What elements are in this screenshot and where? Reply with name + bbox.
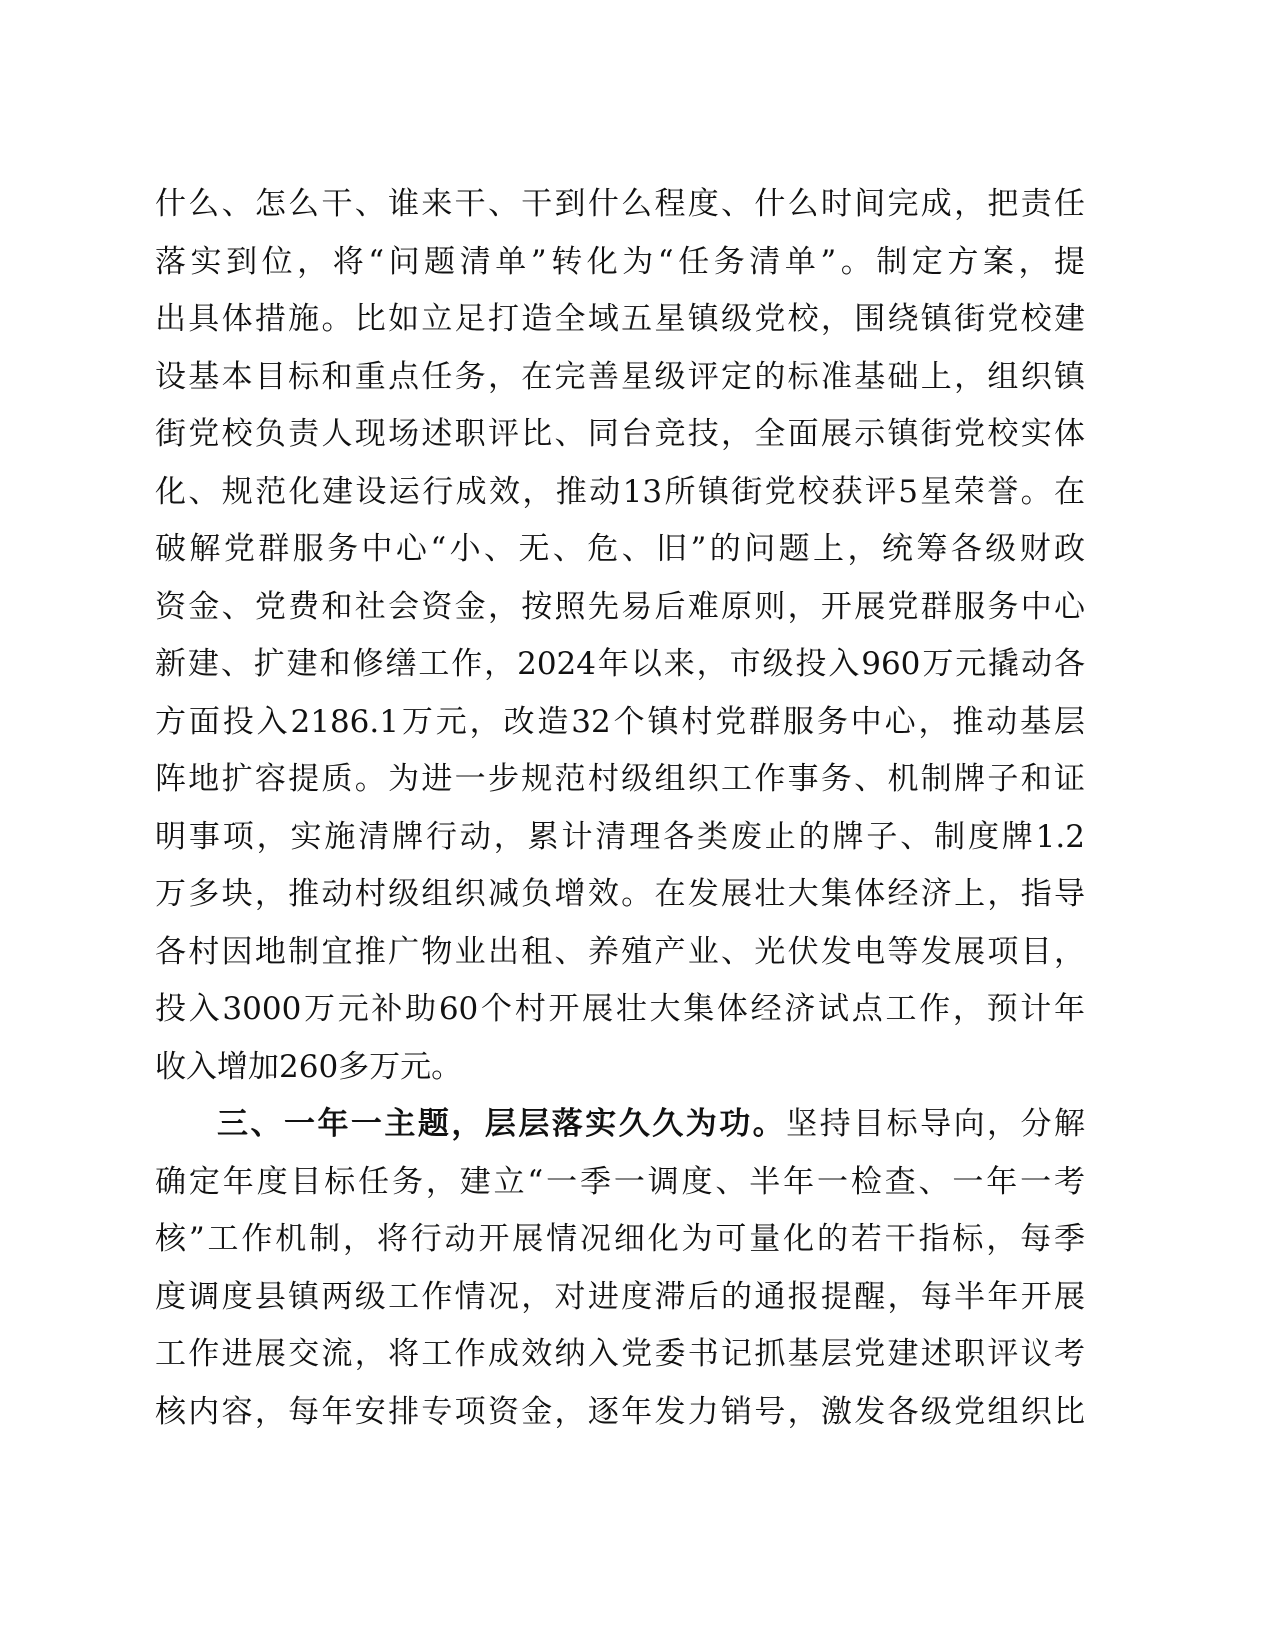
- text-line: 出具体措施。比如立足打造全域五星镇级党校，围绕镇街党校建: [155, 301, 1085, 337]
- text-line: 工作进展交流，将工作成效纳入党委书记抓基层党建述职评议考: [155, 1336, 1085, 1372]
- text-line: 明事项，实施清牌行动，累计清理各类废止的牌子、制度牌1.2: [155, 818, 1085, 855]
- text-line: 阵地扩容提质。为进一步规范村级组织工作事务、机制牌子和证: [155, 761, 1085, 797]
- section-heading: 三、一年一主题，层层落实久久为功。: [217, 1106, 787, 1142]
- text-line: 什么、怎么干、谁来干、干到什么程度、什么时间完成，把责任: [155, 186, 1085, 222]
- text-line-with-heading: [155, 1096, 1085, 1154]
- text-line: 核”工作机制，将行动开展情况细化为可量化的若干指标，每季: [155, 1221, 1085, 1257]
- text-line: 街党校负责人现场述职评比、同台竞技，全面展示镇街党校实体: [155, 416, 1085, 452]
- text-line: 度调度县镇两级工作情况，对进度滞后的通报提醒，每半年开展: [155, 1278, 1085, 1315]
- text-line: 投入3000万元补助60个村开展壮大集体经济试点工作，预计年: [155, 991, 1085, 1027]
- text-line: 落实到位，将“问题清单”转化为“任务清单”。制定方案，提: [155, 243, 1085, 280]
- body-text: [155, 176, 1085, 1441]
- text-line: 化、规范化建设运行成效，推动13所镇街党校获评5星荣誉。在: [155, 473, 1085, 510]
- text-line: 资金、党费和社会资金，按照先易后难原则，开展党群服务中心: [155, 588, 1085, 625]
- paragraph-1: [155, 176, 1085, 1096]
- text-line: 新建、扩建和修缮工作，2024年以来，市级投入960万元撬动各: [155, 646, 1085, 682]
- text-line: 设基本目标和重点任务，在完善星级评定的标准基础上，组织镇: [155, 358, 1085, 395]
- heading-line-text: 坚持目标导向，分解: [786, 1106, 1086, 1142]
- text-line: 核内容，每年安排专项资金，逐年发力销号，激发各级党组织比: [155, 1393, 1085, 1430]
- text-line: 方面投入2186.1万元，改造32个镇村党群服务中心，推动基层: [155, 703, 1085, 740]
- text-line: 各村因地制宜推广物业出租、养殖产业、光伏发电等发展项目，: [155, 933, 1085, 970]
- paragraph-2: [155, 1096, 1085, 1441]
- text-line: 万多块，推动村级组织减负增效。在发展壮大集体经济上，指导: [155, 876, 1085, 912]
- text-line: 确定年度目标任务，建立“一季一调度、半年一检查、一年一考: [155, 1163, 1085, 1200]
- text-line: 破解党群服务中心“小、无、危、旧”的问题上，统筹各级财政: [155, 531, 1085, 567]
- text-line: 收入增加260多万元。: [155, 1048, 463, 1085]
